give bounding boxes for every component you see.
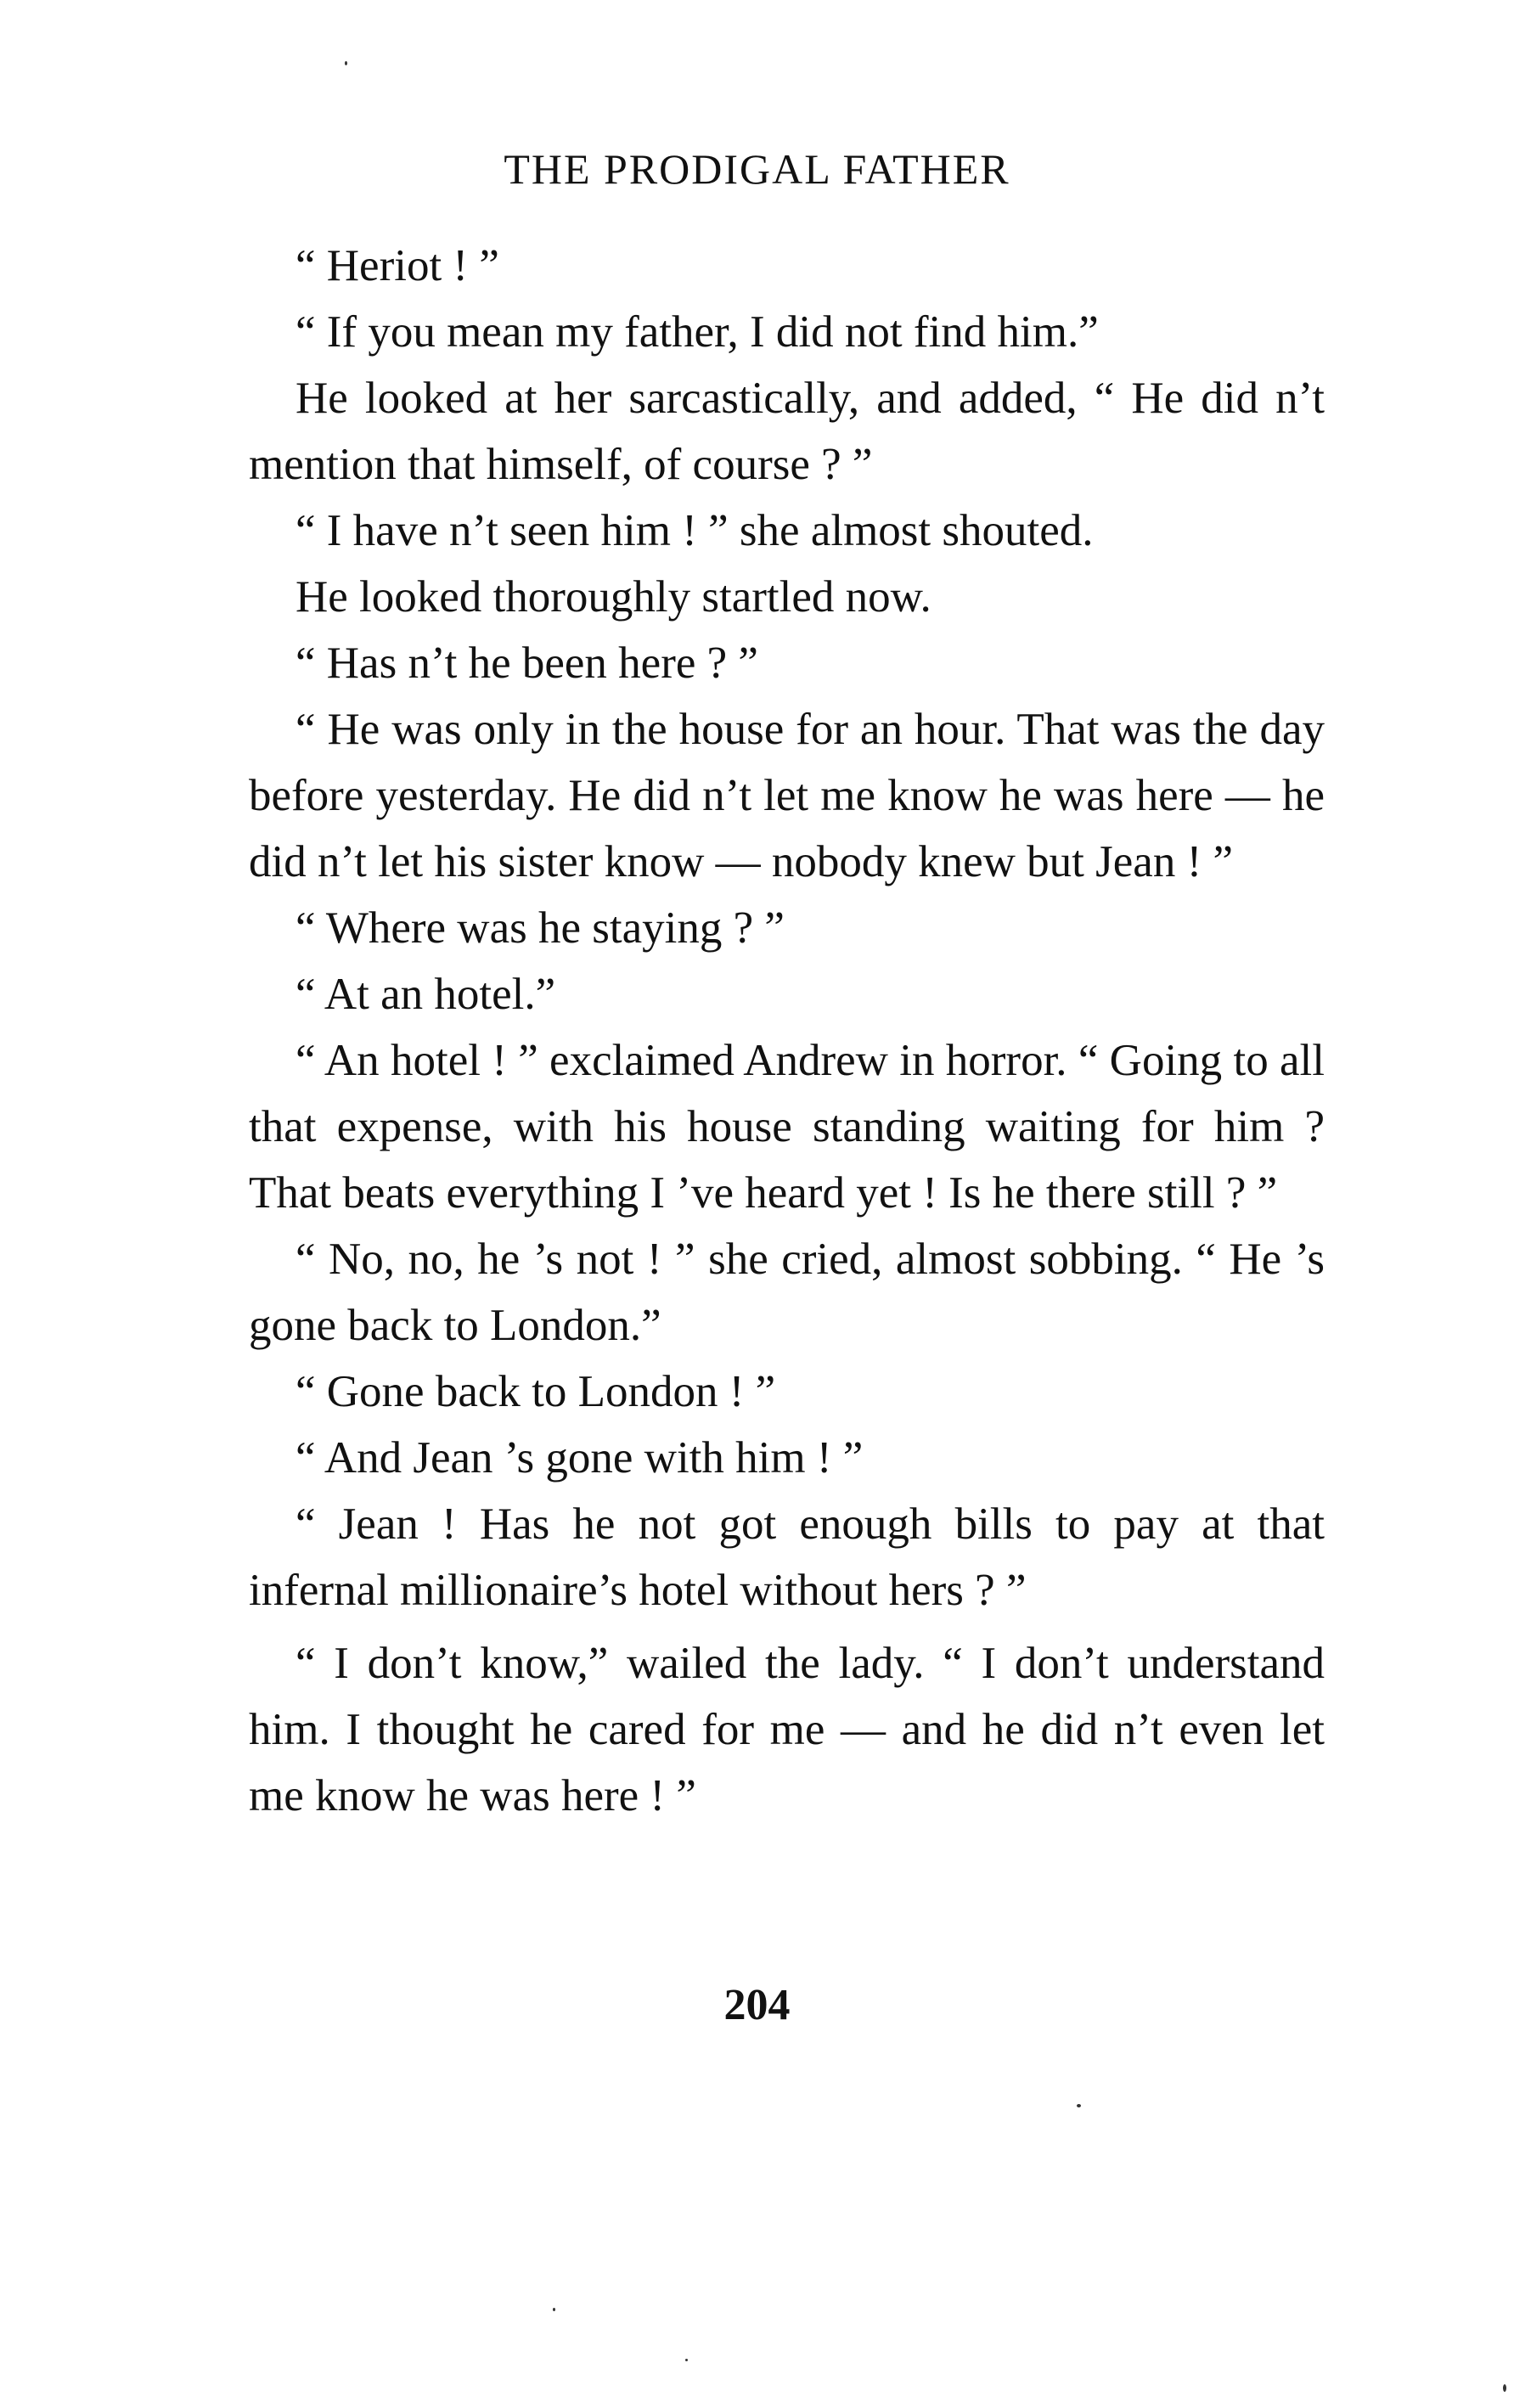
paragraph: “ He was only in the house for an hour. That was the day before yesterday. He did n’t let me know he was here — he did n’t let his sister know — nobody knew but Jean ! ”	[249, 705, 1325, 886]
running-head: THE PRODIGAL FATHER	[504, 145, 1010, 193]
paragraph: “ And Jean ’s gone with him ! ”	[295, 1433, 864, 1482]
paragraph: “ Where was he staying ? ”	[295, 903, 785, 953]
paragraph: “ Has n’t he been here ? ”	[295, 639, 758, 688]
scan-speck	[553, 2308, 555, 2311]
paragraph: He looked at her sarcastically, and added, “ He did n’t mention that himself, of course ? ”	[249, 374, 1325, 489]
paragraph: “ Jean ! Has he not got enough bills to pay at that infernal millionaire’s hotel without hers ? ”	[249, 1499, 1325, 1615]
paragraph: “ At an hotel.”	[295, 970, 556, 1019]
paragraph: “ I have n’t seen him ! ” she almost shouted.	[295, 506, 1094, 555]
paragraph: “ No, no, he ’s not ! ” she cried, almost sobbing. “ He ’s gone back to London.”	[249, 1235, 1325, 1350]
scan-speck	[1077, 2104, 1081, 2107]
paragraph: “ I don’t know,” wailed the lady. “ I don’t understand him. I thought he cared for me — and he did n’t even let me know he was here ! ”	[249, 1639, 1325, 1820]
page-number: 204	[723, 1981, 791, 2029]
paragraph: “ If you mean my father, I did not find him.”	[295, 307, 1099, 357]
body-text	[249, 233, 1325, 1829]
paragraph: “ An hotel ! ” exclaimed Andrew in horror. “ Going to all that expense, with his house standing waiting for him ? That beats everything I ’ve heard yet ! Is he there still ? ”	[249, 1036, 1325, 1218]
scan-speck	[1503, 2384, 1506, 2392]
paragraph: He looked thoroughly startled now.	[295, 572, 931, 622]
scan-speck	[685, 2359, 688, 2361]
paragraph: “ Heriot ! ”	[295, 241, 499, 290]
scan-speck	[345, 61, 347, 65]
paragraph: “ Gone back to London ! ”	[295, 1367, 776, 1416]
